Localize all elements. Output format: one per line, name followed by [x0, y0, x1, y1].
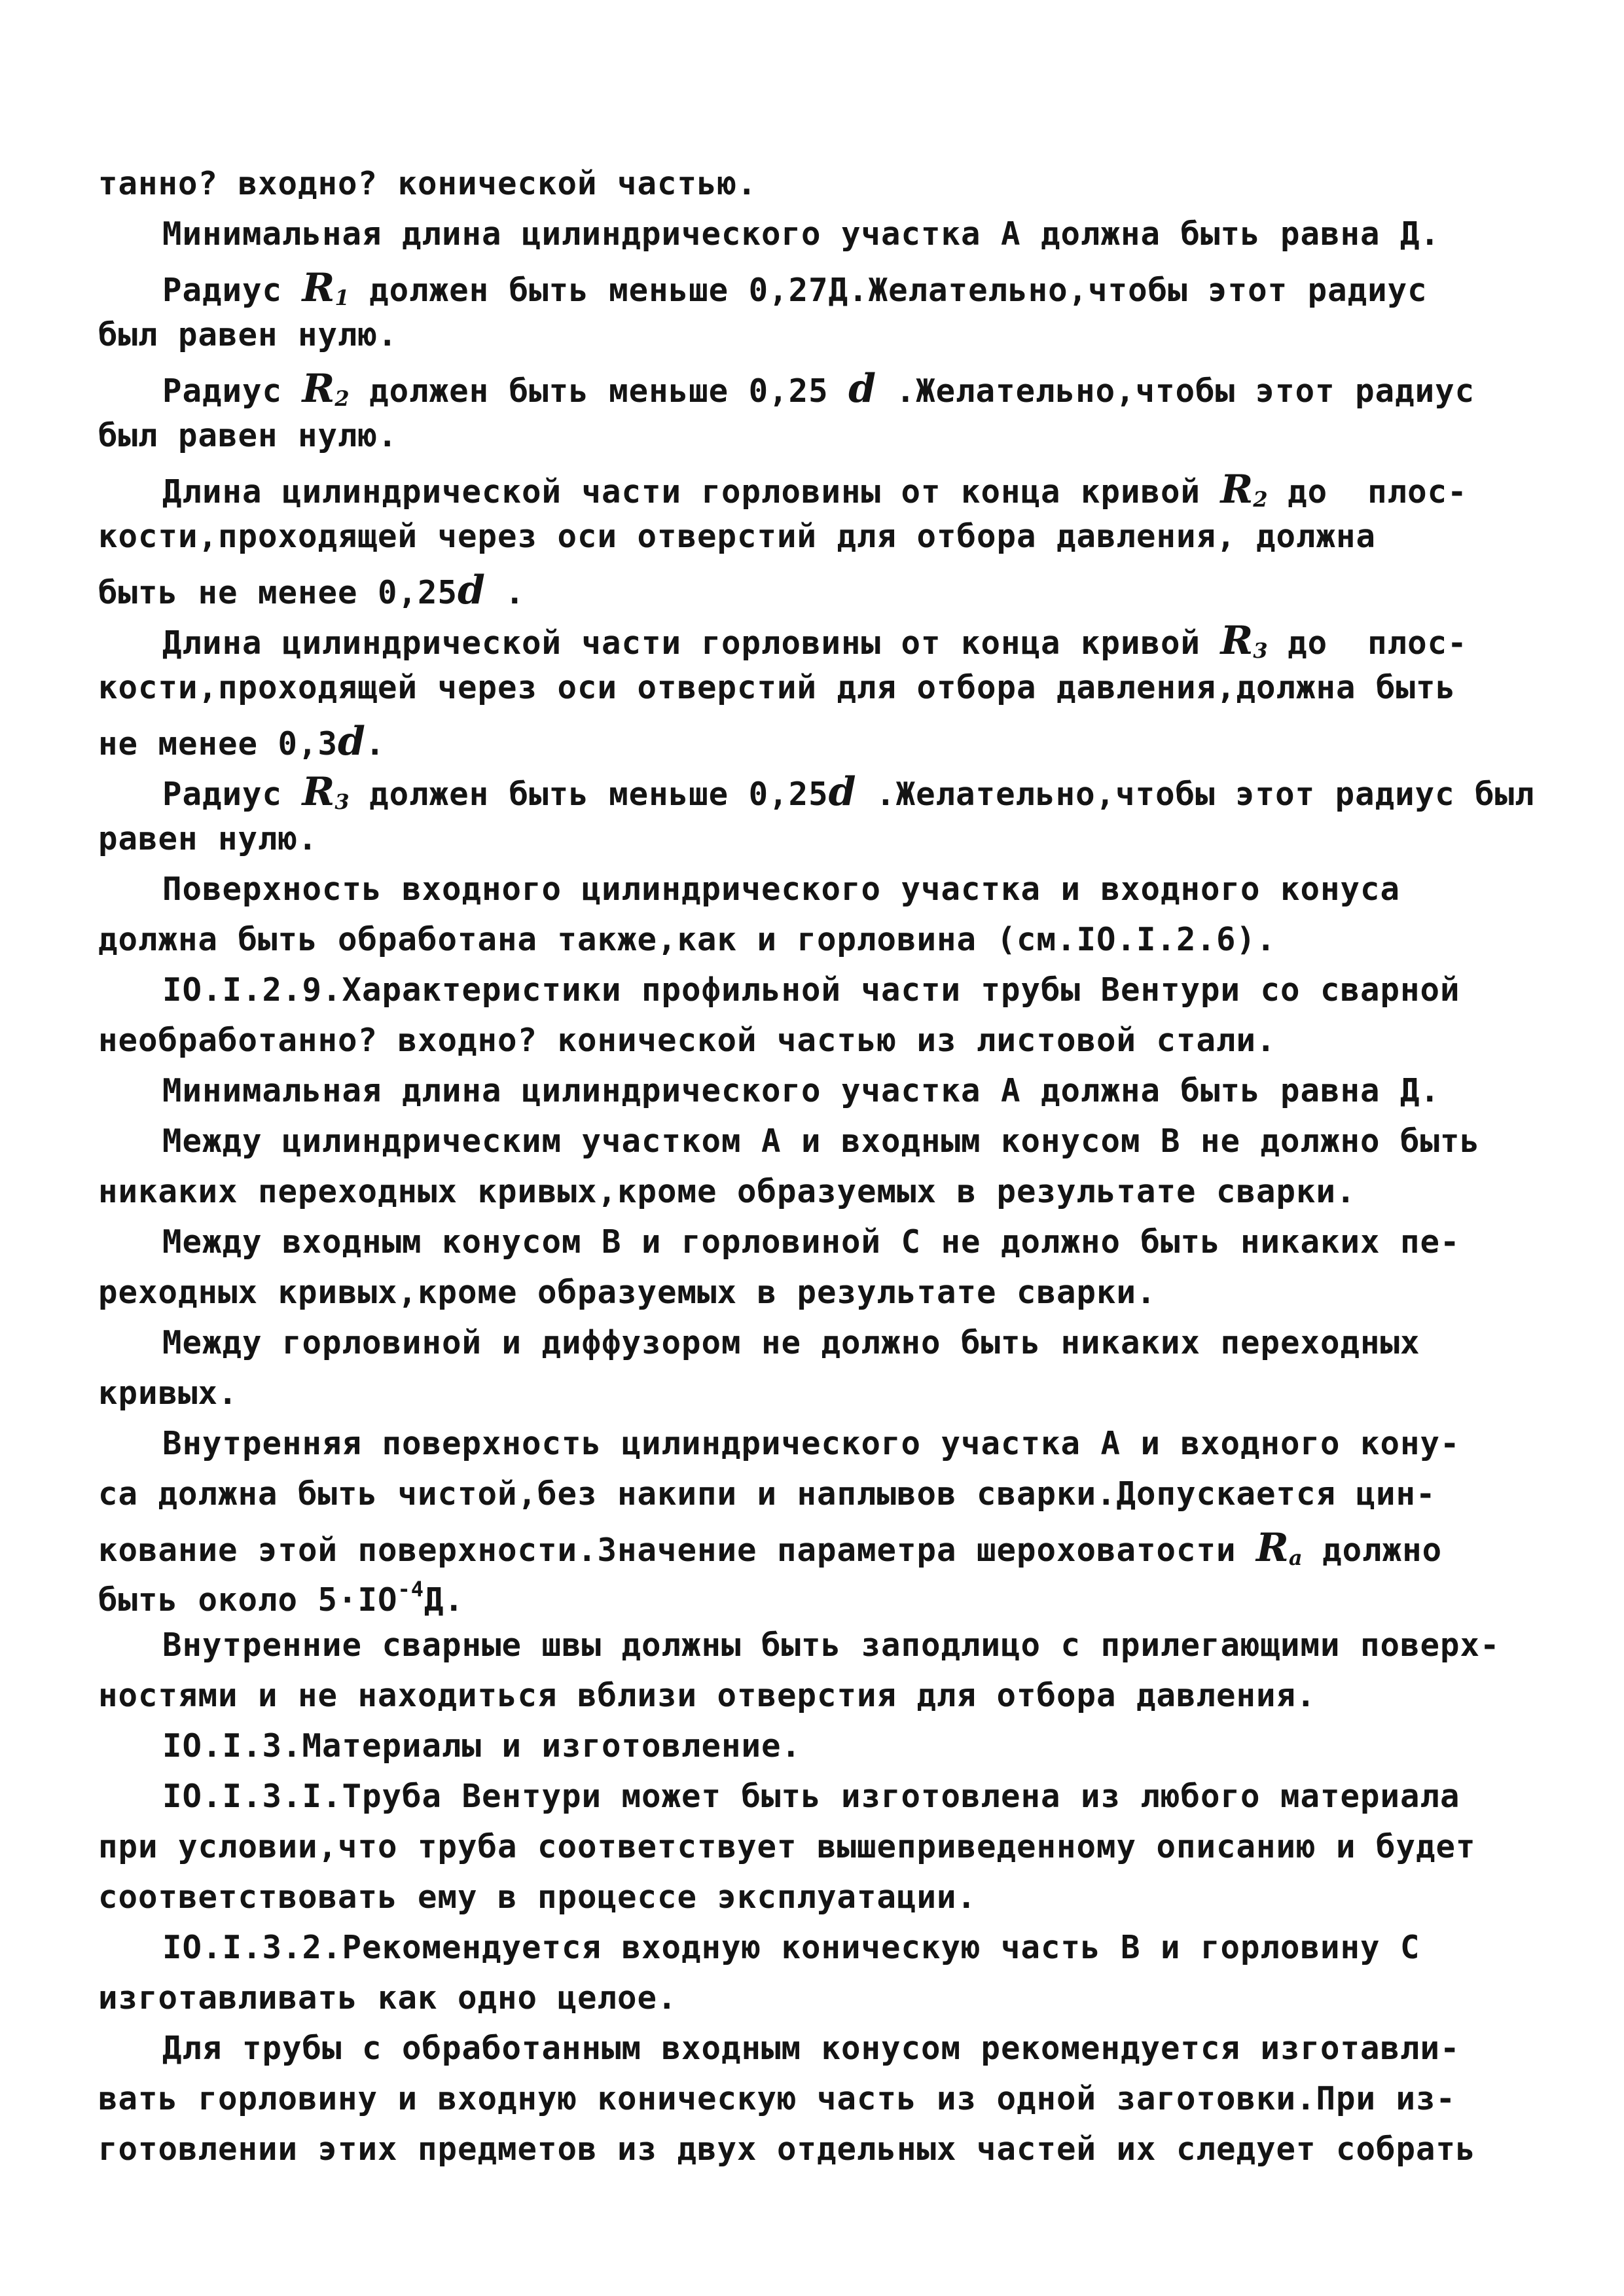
- symbol-R3: $R_3$: [1220, 618, 1268, 664]
- text-line: Минимальная длина цилиндрического участка А должна быть равна Д.: [162, 1072, 1441, 1109]
- text-line: готовлении этих предметов из двух отдельных частей их следует собрать: [98, 2130, 1476, 2168]
- text-line: Между горловиной и диффузором не должно быть никаких переходных: [162, 1324, 1420, 1361]
- section-heading: IO.I.3.2.Рекомендуется входную коническую часть В и горловину С: [162, 1929, 1420, 1966]
- text-line: Для трубы с обработанным входным конусом рекомендуется изготавли-: [162, 2030, 1460, 2067]
- symbol-Ra: $R_a$: [1256, 1525, 1303, 1571]
- text-line: соответствовать ему в процессе эксплуатации.: [98, 1878, 977, 1916]
- text-line: никаких переходных кривых,кроме образуемых в результате сварки.: [98, 1173, 1356, 1210]
- text-line: Длина цилиндрической части горловины от конца кривой $R_3$ до плос-: [162, 618, 1468, 664]
- symbol-d: d: [848, 366, 876, 412]
- text-line: должна быть обработана также,как и горловина (см.IO.I.2.6).: [98, 921, 1276, 958]
- section-heading: IO.I.3.Материалы и изготовление.: [162, 1727, 802, 1765]
- text-line: Радиус $R_3$ должен быть меньше 0,25d .Желательно,чтобы этот радиус был: [162, 769, 1535, 815]
- symbol-R3: $R_3$: [302, 769, 350, 815]
- exponent: -4: [397, 1577, 425, 1602]
- text-line: Минимальная длина цилиндрического участка А должна быть равна Д.: [162, 215, 1441, 253]
- text-line: быть около $5\cdot IO^{-4}Д$.: [98, 1577, 465, 1619]
- section-heading: IO.I.3.I.Труба Вентури может быть изготовлена из любого материала: [162, 1778, 1460, 1815]
- text-line: Радиус $R_2$ должен быть меньше 0,25 d .Желательно,чтобы этот радиус: [162, 366, 1475, 412]
- text-line: са должна быть чистой,без накипи и наплывов сварки.Допускается цин-: [98, 1475, 1436, 1513]
- text-line: Между цилиндрическим участком А и входным конусом В не должно быть: [162, 1122, 1481, 1160]
- symbol-R2: $R_2$: [302, 366, 350, 412]
- text-line: вать горловину и входную коническую часть из одной заготовки.При из-: [98, 2080, 1456, 2117]
- text-line: равен нулю.: [98, 820, 318, 857]
- text-line: был равен нулю.: [98, 417, 398, 454]
- text-line: не менее 0,3d.: [98, 719, 386, 764]
- text-line: ностями и не находиться вблизи отверстия для отбора давления.: [98, 1677, 1316, 1714]
- text-line: кование этой поверхности.Значение параметра шероховатости $R_a$ должно: [98, 1525, 1443, 1571]
- text-line: Радиус $R_1$ должен быть меньше 0,27Д.Желательно,чтобы этот радиус: [162, 265, 1428, 311]
- text-line: быть не менее 0,25d .: [98, 567, 525, 613]
- text-line: танно? входно? конической частью.: [98, 165, 757, 202]
- text-line: Поверхность входного цилиндрического участка и входного конуса: [162, 870, 1401, 908]
- text-line: Внутренняя поверхность цилиндрического участка А и входного кону-: [162, 1425, 1460, 1462]
- section-heading: IO.I.2.9.Характеристики профильной части трубы Вентури со сварной: [162, 971, 1460, 1009]
- text-line: необработанно? входно? конической частью из листовой стали.: [98, 1022, 1276, 1059]
- text-line: при условии,что труба соответствует вышеприведенному описанию и будет: [98, 1828, 1476, 1865]
- text-line: Внутренние сварные швы должны быть заподлицо с прилегающими поверх-: [162, 1626, 1500, 1664]
- text-line: кости,проходящей через оси отверстий для отбора давления, должна: [98, 518, 1377, 555]
- symbol-d: d: [828, 769, 856, 815]
- symbol-d: d: [458, 567, 485, 613]
- text-line: кривых.: [98, 1374, 238, 1412]
- text-line: Между входным конусом В и горловиной С не должно быть никаких пе-: [162, 1223, 1460, 1261]
- text-line: изготавливать как одно целое.: [98, 1979, 677, 2017]
- text-line: кости,проходящей через оси отверстий для отбора давления,должна быть: [98, 669, 1456, 706]
- text-line: Длина цилиндрической части горловины от конца кривой $R_2$ до плос-: [162, 467, 1468, 512]
- text-line: реходных кривых,кроме образуемых в результате сварки.: [98, 1274, 1157, 1311]
- symbol-d: d: [338, 719, 365, 764]
- text-line: был равен нулю.: [98, 316, 398, 353]
- symbol-R1: $R_1$: [302, 265, 350, 311]
- symbol-R2: $R_2$: [1220, 467, 1268, 512]
